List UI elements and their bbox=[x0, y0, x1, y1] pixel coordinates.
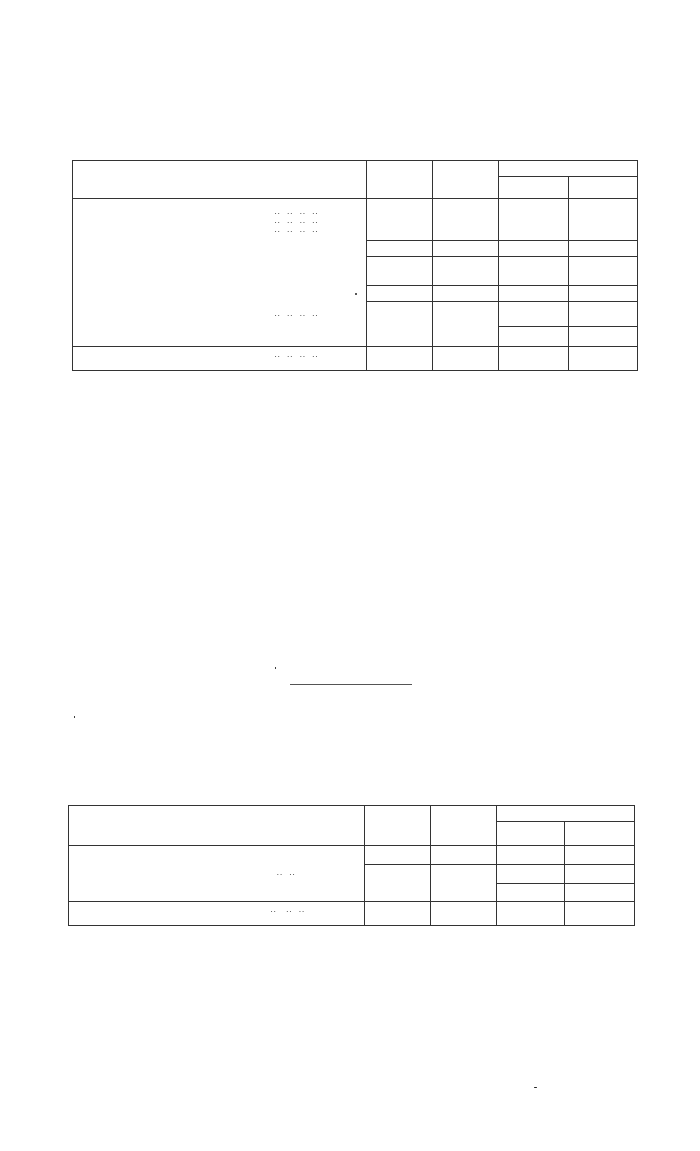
subtotal-actual bbox=[433, 240, 499, 256]
balance-decrease bbox=[569, 327, 638, 339]
balance-increase bbox=[499, 327, 569, 339]
subtotal-decrease bbox=[569, 240, 638, 256]
leader-dots: .. .. .. .. bbox=[271, 347, 367, 365]
table7 bbox=[72, 160, 638, 371]
balance-row bbox=[73, 327, 638, 339]
table7-col-differences bbox=[499, 161, 638, 177]
total-actual bbox=[431, 901, 497, 919]
leader-dots: .. .. .. .. bbox=[274, 225, 319, 235]
estimate-cell bbox=[367, 225, 433, 234]
table-row bbox=[73, 225, 638, 234]
total-row bbox=[73, 347, 638, 365]
increase-cell bbox=[499, 207, 569, 216]
table7-caption bbox=[60, 124, 660, 138]
subtotal-increase bbox=[499, 240, 569, 256]
subtotal-increase bbox=[499, 285, 569, 301]
decrease-cell bbox=[569, 309, 638, 318]
leader-dots: .. .. .. .. bbox=[274, 309, 319, 319]
increase-cell bbox=[499, 225, 569, 234]
leader-dots: .. .. .. .. bbox=[274, 206, 319, 216]
row-label bbox=[69, 868, 267, 877]
total-estimate bbox=[365, 901, 431, 919]
total-actual bbox=[433, 347, 499, 365]
table7-col-increase bbox=[499, 177, 569, 199]
actual-cell bbox=[433, 225, 499, 234]
actual-cell bbox=[433, 207, 499, 216]
table8-col-decrease bbox=[565, 822, 635, 846]
subtotal-decrease bbox=[569, 285, 638, 301]
increase-cell bbox=[497, 868, 565, 877]
estimate-cell bbox=[367, 309, 433, 318]
balance-decrease bbox=[565, 883, 635, 895]
table-row bbox=[69, 868, 635, 877]
subtotal-actual bbox=[433, 285, 499, 301]
decrease-cell bbox=[569, 207, 638, 216]
total-increase bbox=[497, 901, 565, 919]
row-label bbox=[73, 225, 271, 234]
leader-dots: .. .. bbox=[270, 868, 296, 877]
table-row bbox=[73, 216, 638, 225]
subtotal-estimate bbox=[367, 240, 433, 256]
table7-stub-spacer bbox=[271, 161, 367, 199]
estimate-cell bbox=[367, 207, 433, 216]
table7-stub-header bbox=[73, 161, 271, 199]
table8-stub-spacer bbox=[267, 806, 365, 846]
print-speck bbox=[355, 293, 357, 295]
decrease-cell bbox=[569, 216, 638, 225]
row-label bbox=[73, 309, 271, 318]
print-speck bbox=[275, 667, 276, 669]
actual-cell bbox=[433, 309, 499, 318]
actual-cell bbox=[433, 216, 499, 225]
subtotal-estimate bbox=[367, 285, 433, 301]
balance-row bbox=[69, 883, 635, 895]
total-estimate bbox=[367, 347, 433, 365]
total-increase bbox=[499, 347, 569, 365]
row-label bbox=[73, 216, 271, 225]
table7-col-actual bbox=[433, 161, 499, 199]
print-speck bbox=[74, 716, 75, 718]
subtotal-row bbox=[73, 240, 638, 256]
total-label bbox=[69, 901, 267, 919]
print-speck bbox=[534, 1087, 537, 1088]
total-label bbox=[73, 347, 271, 365]
table8-col-differences bbox=[497, 806, 635, 822]
increase-cell bbox=[499, 309, 569, 318]
estimate-cell bbox=[365, 868, 431, 877]
increase-cell bbox=[499, 216, 569, 225]
table7-col-estimate bbox=[367, 161, 433, 199]
table-row bbox=[73, 309, 638, 318]
table8-stub-header bbox=[69, 806, 267, 846]
table-row bbox=[73, 207, 638, 216]
section-divider bbox=[290, 684, 412, 685]
table8-caption bbox=[70, 769, 650, 783]
decrease-cell bbox=[565, 868, 635, 877]
table8 bbox=[68, 805, 635, 926]
leader-dots: .. .. .. bbox=[267, 901, 365, 919]
leader-dots: .. .. .. .. bbox=[274, 215, 319, 225]
total-row bbox=[69, 901, 635, 919]
actual-cell bbox=[431, 868, 497, 877]
estimate-cell bbox=[367, 216, 433, 225]
decrease-cell bbox=[569, 225, 638, 234]
table7-col-decrease bbox=[569, 177, 638, 199]
balance-increase bbox=[497, 883, 565, 895]
row-label bbox=[73, 207, 271, 216]
table8-col-actual bbox=[431, 806, 497, 846]
table8-col-increase bbox=[497, 822, 565, 846]
table8-col-estimate bbox=[365, 806, 431, 846]
